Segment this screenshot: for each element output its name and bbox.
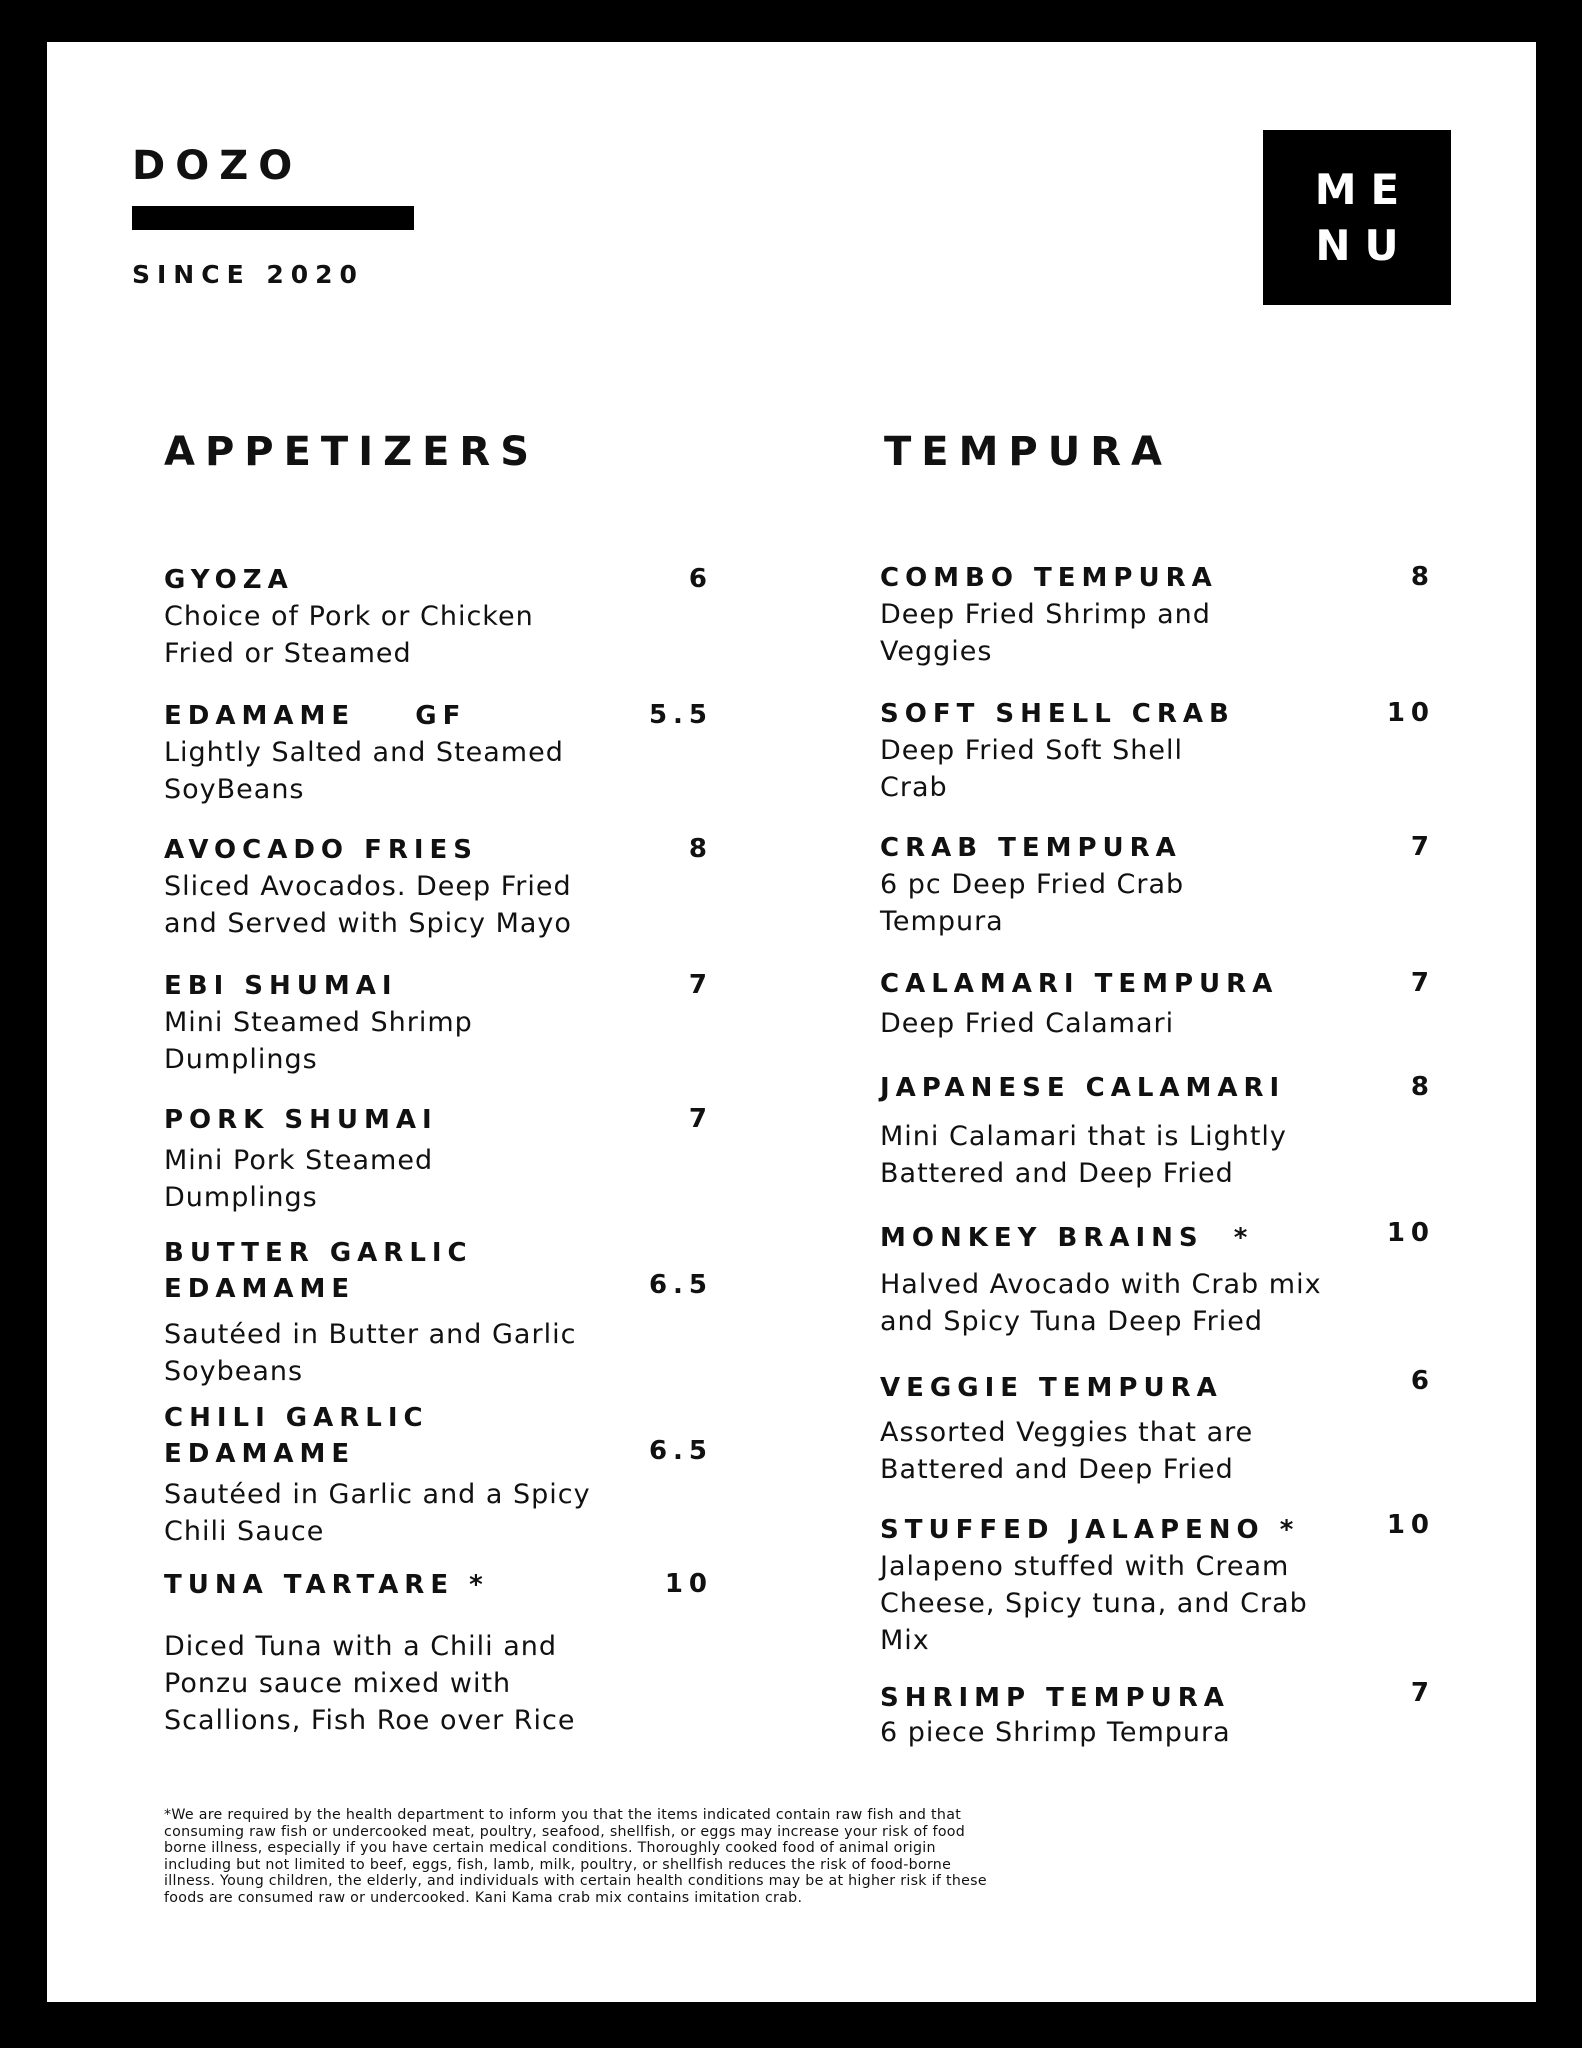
- appetizers-title: APPETIZERS: [164, 429, 540, 475]
- menu-item-description-line: Mini Calamari that is Lightly: [880, 1121, 1287, 1152]
- menu-badge: [1263, 130, 1451, 305]
- brand-underline-bar: [132, 206, 414, 230]
- menu-item-description-line: Sautéed in Butter and Garlic: [164, 1319, 577, 1350]
- menu-item: [880, 1680, 1231, 1748]
- disclaimer-line: illness. Young children, the elderly, and individuals with certain health conditions may be at higher risk if these: [164, 1873, 987, 1889]
- menu-item-name: AVOCADO FRIES: [164, 835, 479, 865]
- menu-item: [164, 1400, 591, 1547]
- menu-item: [880, 1070, 1287, 1189]
- menu-item-name: [164, 1235, 473, 1307]
- menu-item-price: 6: [688, 564, 713, 594]
- menu-item-name: SOFT SHELL CRAB: [880, 699, 1235, 729]
- menu-item: [164, 1235, 577, 1387]
- menu-item-name: EDAMAME GF: [164, 701, 467, 731]
- menu-item-description-line: Jalapeno stuffed with Cream: [880, 1551, 1290, 1582]
- menu-item-price: 6: [1410, 1366, 1435, 1396]
- menu-item-description-line: 6 pc Deep Fried Crab: [880, 869, 1185, 900]
- menu-item: [880, 1512, 1308, 1656]
- menu-item-description-line: Deep Fried Calamari: [880, 1008, 1175, 1039]
- menu-item-description-line: Chili Sauce: [164, 1516, 325, 1547]
- menu-item-description-line: Dumplings: [164, 1044, 318, 1075]
- menu-item-description: [880, 1548, 1440, 1659]
- menu-item-description-line: Diced Tuna with a Chili and: [164, 1631, 558, 1662]
- menu-item-description-line: Veggies: [880, 636, 993, 667]
- menu-item-description-line: Scallions, Fish Roe over Rice: [164, 1705, 576, 1736]
- menu-item-description-line: Crab: [880, 772, 948, 803]
- menu-item: [880, 1370, 1254, 1485]
- menu-item-price: 8: [688, 834, 713, 864]
- menu-item-description-line: Mix: [880, 1625, 930, 1656]
- menu-item-description: [880, 1414, 1440, 1488]
- disclaimer-line: consuming raw fish or undercooked meat, poultry, seafood, shellfish, or eggs may increase your risk of food: [164, 1823, 966, 1840]
- menu-item-name-line: BUTTER GARLIC: [164, 1238, 473, 1268]
- menu-item: [164, 1567, 576, 1736]
- menu-item: [880, 966, 1279, 1039]
- disclaimer-line: *We are required by the health department to inform you that the items indicated contain raw fish and that: [164, 1807, 962, 1823]
- menu-item-description-line: Lightly Salted and Steamed: [164, 737, 564, 768]
- menu-item-description-line: Ponzu sauce mixed with: [164, 1668, 512, 1699]
- menu-item-name: [164, 1400, 429, 1472]
- menu-item-description-line: Assorted Veggies that are: [880, 1417, 1254, 1448]
- menu-item: [164, 968, 473, 1075]
- menu-item-description: [880, 1118, 1440, 1192]
- menu-item-description: [880, 596, 1440, 670]
- menu-item-name: CALAMARI TEMPURA: [880, 969, 1279, 999]
- menu-item: [880, 696, 1235, 803]
- menu-item: [164, 1102, 438, 1213]
- menu-item-price: 7: [1410, 832, 1435, 862]
- menu-item-description-line: Deep Fried Shrimp and: [880, 599, 1211, 630]
- menu-item-description-line: Choice of Pork or Chicken: [164, 601, 534, 632]
- menu-item-description-line: Cheese, Spicy tuna, and Crab: [880, 1588, 1308, 1619]
- disclaimer-line: foods are consumed raw or undercooked. Kani Kama crab mix contains imitation crab.: [164, 1889, 803, 1906]
- menu-item-description: [880, 1714, 1440, 1751]
- menu-item: [164, 832, 572, 939]
- brand-name: DOZO: [132, 143, 303, 189]
- menu-item-price: 7: [1410, 968, 1435, 998]
- menu-item-description: [164, 1628, 724, 1739]
- menu-item-name: TUNA TARTARE *: [164, 1570, 489, 1600]
- menu-badge-line2: NU: [1315, 220, 1413, 270]
- menu-item-name: SHRIMP TEMPURA: [880, 1683, 1230, 1713]
- menu-item-description: [880, 1005, 1440, 1042]
- menu-item-description-line: 6 piece Shrimp Tempura: [880, 1717, 1231, 1748]
- menu-item-price: 8: [1410, 562, 1435, 592]
- menu-item-description-line: Fried or Steamed: [164, 638, 412, 669]
- menu-item-description-line: Halved Avocado with Crab mix: [880, 1269, 1322, 1300]
- menu-item: [880, 1220, 1322, 1337]
- menu-item-name: GYOZA: [164, 565, 294, 595]
- disclaimer-line: including but not limited to beef, eggs, fish, lamb, milk, poultry, or shellfish reduces the risk of food-borne: [164, 1856, 952, 1873]
- menu-item-description-line: Sliced Avocados. Deep Fried: [164, 871, 572, 902]
- menu-item: [880, 560, 1218, 667]
- menu-item-description-line: Deep Fried Soft Shell: [880, 735, 1183, 766]
- menu-item-price: 7: [1410, 1678, 1435, 1708]
- menu-item-description-line: Battered and Deep Fried: [880, 1158, 1234, 1189]
- menu-item-name: VEGGIE TEMPURA: [880, 1373, 1223, 1403]
- menu-item-price: 10: [1386, 698, 1435, 728]
- menu-item-description-line: and Served with Spicy Mayo: [164, 908, 572, 939]
- menu-item-name: COMBO TEMPURA: [880, 563, 1218, 593]
- menu-item-description-line: and Spicy Tuna Deep Fried: [880, 1306, 1263, 1337]
- menu-item-price: 8: [1410, 1072, 1435, 1102]
- menu-item: [164, 562, 534, 669]
- menu-item-price: 7: [688, 970, 713, 1000]
- menu-item-description: [164, 1142, 724, 1216]
- menu-item-description: [164, 1316, 724, 1390]
- menu-item-description: [880, 732, 1440, 806]
- menu-item-description-line: Battered and Deep Fried: [880, 1454, 1234, 1485]
- menu-item-description-line: Mini Steamed Shrimp: [164, 1007, 473, 1038]
- menu-item-name-line: EDAMAME: [164, 1439, 356, 1469]
- menu-item: [164, 698, 564, 805]
- menu-item-price: 10: [1386, 1510, 1435, 1540]
- disclaimer-line: borne illness, especially if you have certain medical conditions. Thoroughly cooked food of animal origin: [164, 1840, 936, 1856]
- menu-item-price: 6.5: [648, 1270, 713, 1300]
- menu-item-description-line: Dumplings: [164, 1182, 318, 1213]
- menu-item: [880, 830, 1185, 937]
- menu-item-name: MONKEY BRAINS *: [880, 1223, 1254, 1253]
- menu-item-description: [164, 734, 724, 808]
- menu-badge-line1: ME: [1314, 164, 1414, 214]
- menu-item-price: 10: [1386, 1218, 1435, 1248]
- menu-item-description: [880, 1266, 1440, 1340]
- menu-item-name-line: CHILI GARLIC: [164, 1403, 429, 1433]
- menu-item-description-line: Sautéed in Garlic and a Spicy: [164, 1479, 591, 1510]
- menu-item-name: EBI SHUMAI: [164, 971, 398, 1001]
- menu-item-name: STUFFED JALAPENO *: [880, 1515, 1300, 1545]
- menu-item-name-line: EDAMAME: [164, 1274, 356, 1304]
- menu-item-price: 6.5: [648, 1436, 713, 1466]
- menu-item-description: [164, 868, 724, 942]
- menu-item-description: [164, 1476, 724, 1550]
- menu-item-name: PORK SHUMAI: [164, 1105, 438, 1135]
- menu-item-description: [164, 1004, 724, 1078]
- menu-item-description-line: Soybeans: [164, 1356, 304, 1387]
- menu-item-name: JAPANESE CALAMARI: [880, 1073, 1286, 1103]
- menu-item-price: 7: [688, 1104, 713, 1134]
- tempura-title: TEMPURA: [884, 429, 1172, 475]
- since-text: SINCE 2020: [132, 260, 364, 289]
- menu-page: [47, 42, 1536, 2002]
- menu-item-price: 5.5: [648, 700, 713, 730]
- menu-item-description-line: Tempura: [880, 906, 1004, 937]
- menu-item-description: [164, 598, 724, 672]
- menu-item-name: CRAB TEMPURA: [880, 833, 1182, 863]
- health-disclaimer: [164, 1807, 1094, 1906]
- menu-item-description-line: Mini Pork Steamed: [164, 1145, 434, 1176]
- menu-item-description: [880, 866, 1440, 940]
- menu-item-description-line: SoyBeans: [164, 774, 305, 805]
- menu-item-price: 10: [664, 1569, 713, 1599]
